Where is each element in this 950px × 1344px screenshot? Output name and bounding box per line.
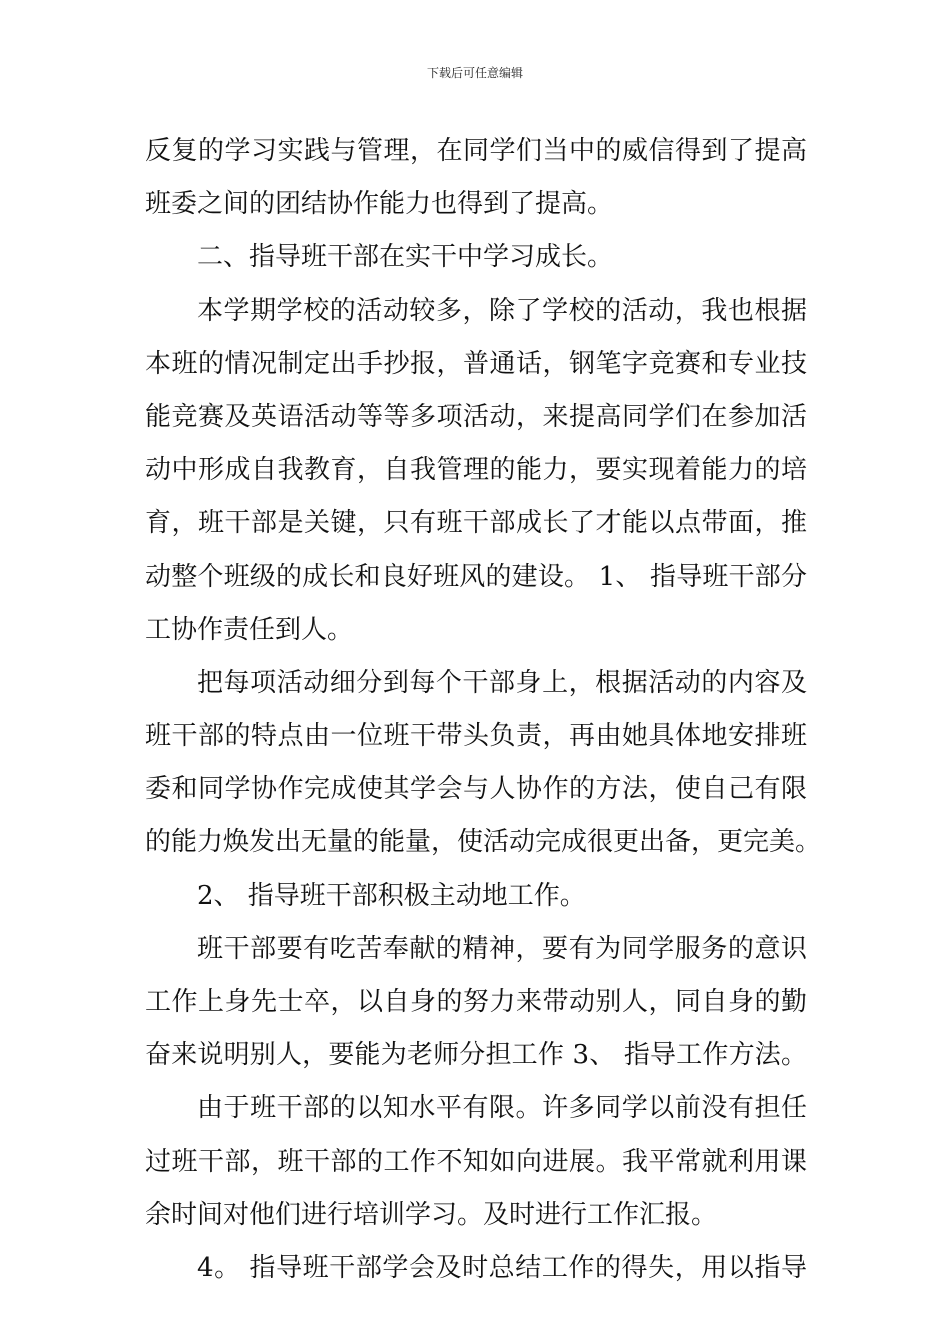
page-header: 下载后可任意编辑	[426, 66, 523, 80]
text-line: 工作上身先士卒，以自身的努力来带动别人，同自身的勤	[145, 987, 807, 1017]
text-line: 育，班干部是关键，只有班干部成长了才能以点带面，推	[145, 508, 807, 539]
text-line: 动中形成自我教育，自我管理的能力，要实现着能力的培	[145, 455, 807, 486]
text-line: 委和同学协作完成使其学会与人协作的方法，使自己有限	[145, 774, 807, 805]
text-line: 工协作责任到人。	[145, 614, 354, 645]
text-line: 反复的学习实践与管理，在同学们当中的威信得到了提高	[145, 136, 807, 166]
text-line: 的能力焕发出无量的能量，使活动完成很更出备，更完美。	[145, 827, 822, 858]
text-line: 班干部的特点由一位班干带头负责，再由她具体地安排班	[145, 721, 807, 752]
text-line: 过班干部，班干部的工作不知如向进展。我平常就利用课	[145, 1146, 807, 1177]
text-line: 班干部要有吃苦奉献的精神，要有为同学服务的意识	[197, 933, 807, 964]
text-line: 动整个班级的成长和良好班风的建设。 1、 指导班干部分	[145, 561, 807, 592]
text-line: 本班的情况制定出手抄报，普通话，钢笔字竞赛和专业技	[145, 348, 807, 379]
text-line: 4。 指导班干部学会及时总结工作的得失，用以指导	[197, 1252, 807, 1283]
text-line: 由于班干部的以知水平有限。许多同学以前没有担任	[197, 1093, 807, 1124]
text-line: 奋来说明别人，要能为老师分担工作 3、 指导工作方法。	[145, 1040, 807, 1071]
section-heading: 2、 指导班干部积极主动地工作。	[197, 880, 586, 911]
section-heading: 二、指导班干部在实干中学习成长。	[197, 242, 614, 273]
text-line: 能竞赛及英语活动等等多项活动，来提高同学们在参加活	[145, 401, 807, 432]
text-line: 余时间对他们进行培训学习。及时进行工作汇报。	[145, 1199, 718, 1230]
text-line: 班委之间的团结协作能力也得到了提高。	[145, 189, 614, 220]
text-line: 把每项活动细分到每个干部身上，根据活动的内容及	[197, 667, 807, 698]
document-body	[145, 125, 822, 1295]
text-line: 本学期学校的活动较多，除了学校的活动，我也根据	[197, 295, 807, 326]
